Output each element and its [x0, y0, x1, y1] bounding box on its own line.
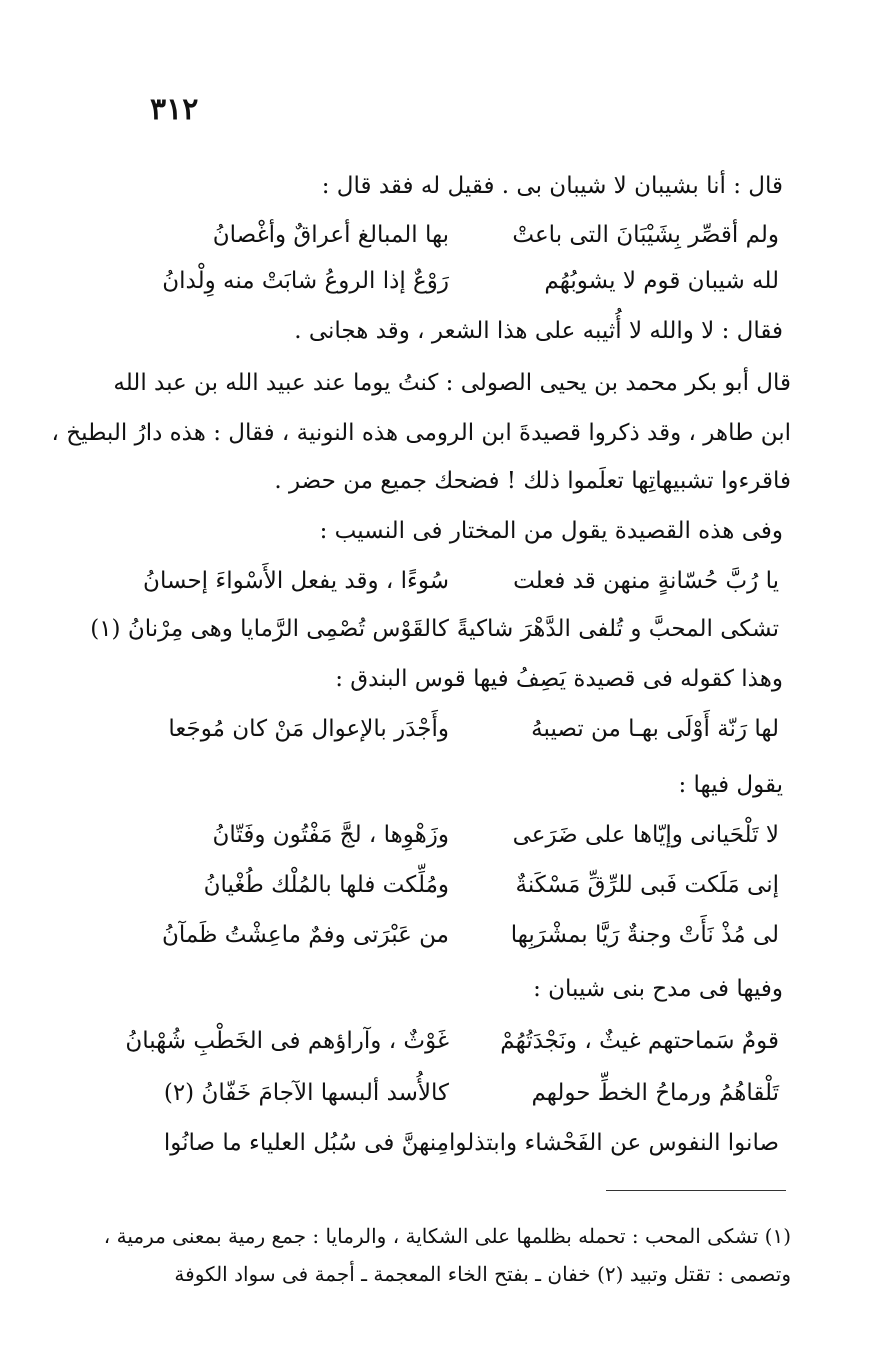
bunduq-intro: وهذا كقوله فى قصيدة يَصِفُ فيها قوس البندق :: [335, 666, 783, 692]
verse-hemistich-second: كالأُسد ألبسها الآجامَ خَفّانُ (٢): [163, 1080, 449, 1106]
verse-hemistich-second: غَوْثٌ ، وآراؤهم فى الخَطْبِ شُهْبانُ: [125, 1028, 449, 1054]
verse-line: [90, 606, 779, 652]
verse-line: [119, 1070, 779, 1116]
verse-hemistich-second: كالقَوْس تُصْمِى الرَّمايا وهى مِرْنانُ (١): [90, 616, 449, 642]
yaqul-fiha: يقول فيها :: [678, 772, 783, 798]
verse-hemistich-first: تَلْقاهُمُ ورماحُ الخطِّ حولهم: [531, 1080, 779, 1106]
verse-line: [119, 1120, 779, 1166]
verse-line: [119, 212, 779, 258]
paragraph-line: ابن طاهر ، وقد ذكروا قصيدةَ ابن الرومى هذه النونية ، فقال : هذه دارُ البطيخ ،: [51, 420, 791, 446]
verse-line: [119, 1018, 779, 1064]
footnote-line: وتصمى : تقتل وتبيد (٢) خفان ـ بفتح الخاء المعجمة ـ أجمة فى سواد الكوفة: [174, 1262, 791, 1286]
verse-line: [119, 812, 779, 858]
verse-line: [119, 258, 779, 304]
verse-line: [119, 862, 779, 908]
intro-line: قال : أنا بشيبان لا شيبان بى . فقيل له فقد قال :: [321, 173, 783, 199]
page-number: ٣١٢: [150, 92, 199, 127]
verse-hemistich-first: ولم أقصِّر بِشَيْبَانَ التى باعتْ: [512, 222, 779, 248]
verse-hemistich-first: لى مُذْ نَأَتْ وجنةٌ رَيَّا بمشْرَبِها: [510, 922, 779, 948]
verse-hemistich-first: يا رُبَّ حُسّانةٍ منهن قد فعلت: [513, 568, 779, 594]
verse-hemistich-first: صانوا النفوس عن الفَحْشاء وابتذلوا: [448, 1130, 779, 1156]
verse-hemistich-first: لا تَلْحَيانى وإيّاها على ضَرَعى: [512, 822, 779, 848]
after-verse-line: فقال : لا والله لا أُثيبه على هذا الشعر ، وقد هجانى .: [294, 318, 783, 344]
verse-hemistich-second: سُوءًا ، وقد يفعل الأَسْواءَ إحسانُ: [143, 568, 449, 594]
verse-hemistich-first: لله شيبان قوم لا يشوبُهُم: [544, 268, 779, 294]
verse-hemistich-second: ومُلِّكت فلها بالمُلْك طُغْيانُ: [203, 872, 449, 898]
nasib-intro: وفى هذه القصيدة يقول من المختار فى النسيب :: [319, 518, 783, 544]
verse-line: [119, 558, 779, 604]
paragraph-line: فاقرءوا تشبيهاتِها تعلَموا ذلك ! فضحك جميع من حضر .: [274, 468, 791, 494]
verse-line: [119, 706, 779, 752]
verse-line: [119, 912, 779, 958]
verse-hemistich-second: مِنهنَّ فى سُبُل العلياء ما صانُوا: [163, 1130, 449, 1156]
madh-intro: وفيها فى مدح بنى شيبان :: [533, 976, 783, 1002]
verse-hemistich-second: من عَبْرَتى وفمٌ ماعِشْتُ ظَمآنُ: [161, 922, 449, 948]
verse-hemistich-first: إنى مَلَكت فَبى للرِّقِّ مَسْكَنةٌ: [515, 872, 779, 898]
verse-hemistich-second: وزَهْوِها ، لجَّ مَفْتُون وفَتّانُ: [212, 822, 449, 848]
footnote-line: (١) تشكى المحب : تحمله بظلمها على الشكاية ، والرمايا : جمع رمية بمعنى مرمية ،: [103, 1224, 791, 1248]
verse-hemistich-second: بها المبالغ أعراقٌ وأغْصانُ: [212, 222, 449, 248]
verse-hemistich-second: وأَجْدَر بالإعوال مَنْ كان مُوجَعا: [168, 716, 449, 742]
verse-hemistich-first: لها رَنّة أَوْلَى بهـا من تصيبهُ: [531, 716, 779, 742]
footnote-divider: [606, 1190, 786, 1191]
paragraph-line: قال أبو بكر محمد بن يحيى الصولى : كنتُ يوما عند عبيد الله بن عبد الله: [113, 370, 791, 396]
verse-hemistich-first: قومٌ سَماحتهم غيثٌ ، ونَجْدَتُهُمْ: [500, 1028, 779, 1054]
verse-hemistich-first: تشكى المحبَّ و تُلفى الدَّهْرَ شاكيةً: [456, 616, 779, 642]
verse-hemistich-second: رَوْعٌ إذا الروعُ شابَتْ منه وِلْدانُ: [162, 268, 449, 294]
